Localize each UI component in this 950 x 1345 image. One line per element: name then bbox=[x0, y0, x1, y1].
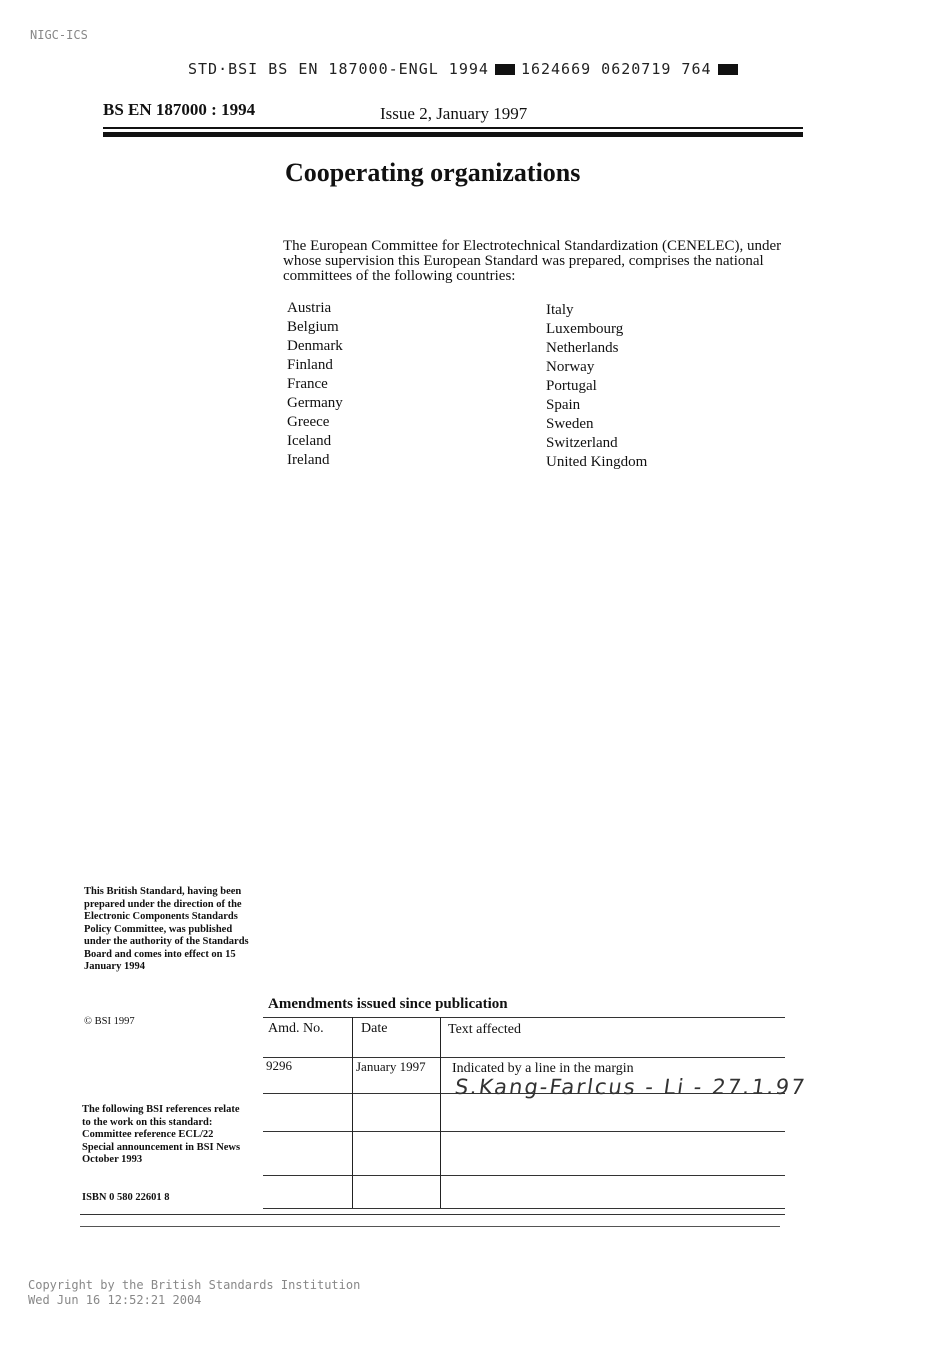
reference-code: STD·BSI BS EN 187000-ENGL 1994 bbox=[188, 60, 489, 78]
column-header-text-affected: Text affected bbox=[448, 1022, 521, 1037]
publication-note: This British Standard, having been prepared under the direction of the Electronic Components Standards Policy Committee, was published under the authority of the Standards Board and comes into effect on 15 January 1994 bbox=[84, 886, 249, 972]
column-header-amd-no: Amd. No. bbox=[268, 1021, 324, 1036]
amendments-title: Amendments issued since publication bbox=[268, 996, 508, 1012]
table-rule bbox=[263, 1175, 785, 1176]
country-item: United Kingdom bbox=[546, 454, 648, 470]
table-column-divider bbox=[352, 1017, 353, 1208]
country-item: Spain bbox=[546, 397, 581, 413]
table-rule bbox=[263, 1017, 785, 1018]
reference-number: 1624669 0620719 764 bbox=[520, 60, 712, 78]
amendment-number: 9296 bbox=[266, 1058, 292, 1073]
table-rule bbox=[263, 1057, 785, 1058]
country-item: Germany bbox=[287, 395, 343, 411]
amendment-date: January 1997 bbox=[356, 1059, 426, 1074]
black-block-icon bbox=[718, 64, 738, 75]
copyright-stamp-date: Wed Jun 16 12:52:21 2004 bbox=[28, 1293, 202, 1307]
country-item: Netherlands bbox=[546, 340, 619, 356]
footer-rule bbox=[80, 1214, 785, 1215]
countries-right-column bbox=[546, 301, 647, 472]
corner-stamp: NIGC-ICS bbox=[30, 28, 88, 42]
country-item: Ireland bbox=[287, 452, 330, 468]
country-item: Denmark bbox=[287, 338, 343, 354]
table-rule bbox=[263, 1208, 785, 1209]
country-item: Belgium bbox=[287, 319, 339, 335]
table-rule bbox=[263, 1131, 785, 1132]
header-rule-thin bbox=[103, 127, 803, 129]
isbn: ISBN 0 580 22601 8 bbox=[82, 1192, 170, 1203]
country-item: France bbox=[287, 376, 328, 392]
country-item: Portugal bbox=[546, 378, 597, 394]
intro-paragraph: The European Committee for Electrotechnical Standardization (CENELEC), under whose supervision this European Standard was prepared, comprises the national committees of the following countries: bbox=[283, 238, 782, 284]
country-item: Finland bbox=[287, 357, 333, 373]
country-item: Greece bbox=[287, 414, 330, 430]
header-rule-thick bbox=[103, 132, 803, 137]
country-item: Luxembourg bbox=[546, 321, 624, 337]
amendment-text: Indicated by a line in the margin bbox=[452, 1061, 634, 1076]
bsi-references: The following BSI references relate to the work on this standard: Committee reference ECL/22 Special announcement in BSI News October 1993 bbox=[82, 1104, 241, 1165]
handwritten-signature: S.Kang-Farlcus - Li - 27.1.97 bbox=[453, 1075, 809, 1099]
amendments-table bbox=[263, 1017, 809, 1213]
country-item: Austria bbox=[287, 300, 332, 316]
country-item: Switzerland bbox=[546, 435, 618, 451]
issue-label: Issue 2, January 1997 bbox=[380, 104, 528, 123]
country-item: Norway bbox=[546, 359, 595, 375]
copyright-stamp bbox=[28, 1278, 360, 1308]
black-block-icon bbox=[495, 64, 515, 75]
footer-rule bbox=[80, 1226, 780, 1227]
country-item: Italy bbox=[546, 302, 574, 318]
page-title: Cooperating organizations bbox=[285, 158, 581, 187]
bsi-copyright: © BSI 1997 bbox=[84, 1016, 135, 1027]
document-reference-line bbox=[188, 60, 744, 78]
table-column-divider bbox=[440, 1017, 441, 1208]
copyright-stamp-line: Copyright by the British Standards Institution bbox=[28, 1278, 361, 1292]
column-header-date: Date bbox=[361, 1021, 388, 1036]
countries-left-column bbox=[287, 299, 343, 470]
country-item: Sweden bbox=[546, 416, 594, 432]
country-item: Iceland bbox=[287, 433, 332, 449]
standard-code: BS EN 187000 : 1994 bbox=[103, 100, 256, 119]
